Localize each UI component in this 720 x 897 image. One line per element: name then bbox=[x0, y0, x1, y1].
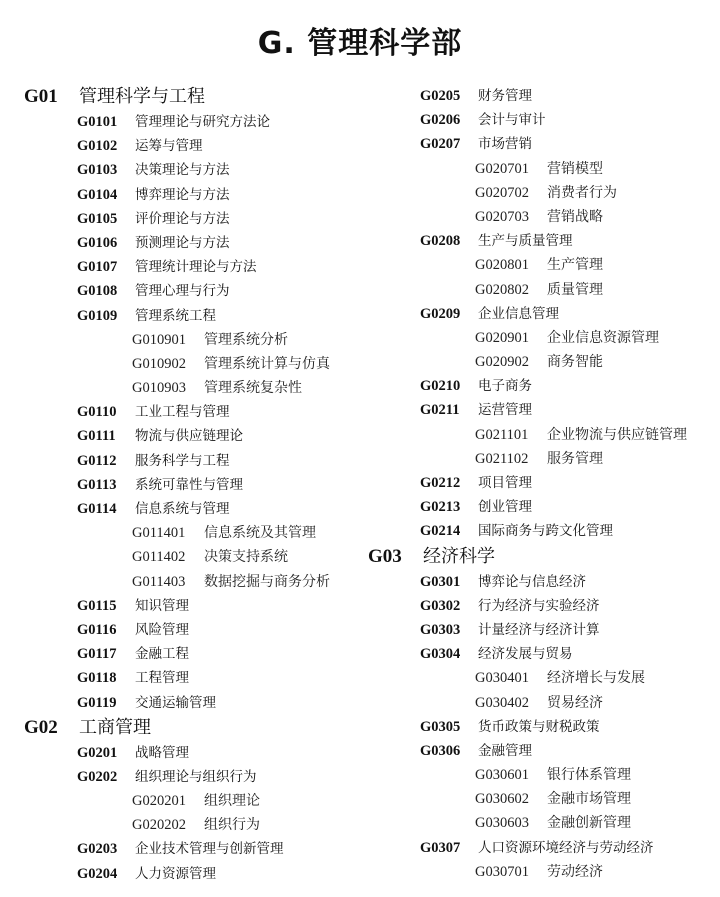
subcategory-item bbox=[368, 278, 708, 302]
category-code: G0301 bbox=[420, 573, 461, 590]
category-item bbox=[24, 255, 364, 279]
subcategory-item bbox=[24, 813, 364, 837]
subcategory-item bbox=[24, 545, 364, 569]
category-label: 组织行为 bbox=[204, 817, 260, 834]
category-label: 生产与质量管理 bbox=[478, 233, 573, 250]
category-code: G0107 bbox=[77, 259, 118, 276]
category-label: 贸易经济 bbox=[547, 694, 603, 711]
category-code: G0214 bbox=[420, 523, 461, 540]
category-code: G0305 bbox=[420, 718, 461, 735]
category-label: 市场营销 bbox=[478, 136, 532, 153]
category-code: G0119 bbox=[77, 694, 117, 711]
category-item bbox=[368, 398, 708, 422]
subcategory-item bbox=[24, 789, 364, 813]
category-code: G03 bbox=[368, 545, 402, 567]
category-code: G0117 bbox=[77, 646, 117, 663]
page-title: G. 管理科学部 bbox=[257, 26, 463, 61]
category-code: G020702 bbox=[475, 184, 529, 201]
category-code: G030701 bbox=[475, 863, 529, 880]
category-label: 运营管理 bbox=[478, 402, 532, 419]
division-heading bbox=[24, 715, 364, 741]
category-item bbox=[24, 183, 364, 207]
category-label: 创业管理 bbox=[478, 499, 532, 516]
category-label: 经济发展与贸易 bbox=[478, 646, 573, 663]
category-label: 战略管理 bbox=[135, 744, 189, 761]
category-label: 工程管理 bbox=[135, 670, 189, 687]
category-code: G020201 bbox=[132, 793, 186, 810]
category-label: 信息系统与管理 bbox=[135, 501, 230, 517]
category-label: 管理科学与工程 bbox=[79, 86, 205, 107]
category-code: G0116 bbox=[77, 621, 117, 638]
category-item bbox=[368, 519, 708, 543]
category-code: G0106 bbox=[77, 234, 118, 251]
category-code: G0210 bbox=[420, 378, 461, 395]
category-label: 数据挖掘与商务分析 bbox=[204, 573, 330, 590]
category-code: G020901 bbox=[475, 329, 529, 346]
category-code: G0212 bbox=[420, 475, 461, 491]
category-item bbox=[24, 862, 364, 886]
subcategory-item bbox=[24, 328, 364, 352]
category-code: G0207 bbox=[420, 136, 461, 153]
category-code: G0104 bbox=[77, 186, 118, 203]
category-label: 管理系统工程 bbox=[135, 307, 216, 324]
category-item bbox=[24, 304, 364, 328]
category-label: 企业信息管理 bbox=[478, 305, 559, 322]
category-code: G010903 bbox=[132, 380, 186, 397]
category-code: G030602 bbox=[475, 791, 529, 808]
subcategory-item bbox=[368, 811, 708, 835]
category-code: G0304 bbox=[420, 646, 461, 663]
left-column bbox=[24, 84, 364, 886]
category-code: G0115 bbox=[77, 597, 117, 614]
category-code: G010901 bbox=[132, 331, 186, 348]
category-label: 管理统计理论与方法 bbox=[135, 259, 257, 276]
category-code: G030401 bbox=[475, 670, 529, 687]
subcategory-item bbox=[368, 447, 708, 471]
category-label: 金融创新管理 bbox=[547, 815, 631, 832]
category-label: 企业信息资源管理 bbox=[547, 329, 659, 346]
category-item bbox=[368, 642, 708, 666]
category-label: 银行体系管理 bbox=[547, 767, 631, 784]
category-label: 经济科学 bbox=[423, 545, 495, 567]
category-item bbox=[24, 279, 364, 303]
category-item bbox=[368, 739, 708, 763]
division-heading bbox=[24, 84, 364, 110]
category-label: 营销战略 bbox=[547, 208, 603, 225]
category-item bbox=[24, 594, 364, 618]
subcategory-item bbox=[368, 763, 708, 787]
category-item bbox=[24, 207, 364, 231]
category-code: G0201 bbox=[77, 744, 118, 761]
subcategory-item bbox=[24, 352, 364, 376]
category-label: 决策理论与方法 bbox=[135, 162, 230, 179]
category-item bbox=[24, 231, 364, 255]
category-code: G0205 bbox=[420, 88, 461, 104]
category-label: 工商管理 bbox=[79, 716, 151, 738]
subcategory-item bbox=[368, 326, 708, 350]
category-item bbox=[24, 110, 364, 134]
category-item bbox=[24, 741, 364, 765]
category-item bbox=[368, 715, 708, 739]
category-label: 行为经济与实验经济 bbox=[478, 597, 600, 614]
category-item bbox=[24, 691, 364, 715]
category-code: G030402 bbox=[475, 694, 529, 711]
category-label: 博弈论与信息经济 bbox=[478, 573, 586, 590]
category-code: G020902 bbox=[475, 354, 529, 371]
category-item bbox=[368, 108, 708, 132]
category-code: G01 bbox=[24, 86, 58, 107]
category-code: G0110 bbox=[77, 404, 117, 421]
category-label: 计量经济与经济计算 bbox=[478, 621, 600, 638]
category-code: G020701 bbox=[475, 160, 529, 177]
category-code: G0204 bbox=[77, 865, 118, 882]
category-label: 管理心理与行为 bbox=[135, 283, 230, 300]
category-label: 财务管理 bbox=[478, 88, 532, 104]
category-code: G0103 bbox=[77, 162, 118, 179]
category-label: 管理系统计算与仿真 bbox=[204, 355, 330, 372]
category-label: 货币政策与财税政策 bbox=[478, 718, 600, 735]
category-item bbox=[368, 302, 708, 326]
subcategory-item bbox=[368, 787, 708, 811]
category-code: G0108 bbox=[77, 283, 118, 300]
category-label: 交通运输管理 bbox=[135, 694, 216, 711]
category-label: 管理系统复杂性 bbox=[204, 380, 302, 397]
category-item bbox=[24, 158, 364, 182]
subcategory-item bbox=[368, 860, 708, 884]
category-item bbox=[368, 84, 708, 108]
category-label: 知识管理 bbox=[135, 597, 189, 614]
category-item bbox=[24, 497, 364, 521]
category-item bbox=[368, 229, 708, 253]
right-column bbox=[368, 84, 708, 884]
category-label: 工业工程与管理 bbox=[135, 404, 230, 421]
category-code: G0109 bbox=[77, 307, 118, 324]
category-item bbox=[368, 570, 708, 594]
category-label: 项目管理 bbox=[478, 475, 532, 491]
category-code: G011401 bbox=[132, 525, 186, 542]
category-item bbox=[24, 642, 364, 666]
category-label: 国际商务与跨文化管理 bbox=[478, 523, 613, 540]
category-code: G020801 bbox=[475, 257, 529, 274]
category-item bbox=[24, 424, 364, 448]
category-item bbox=[368, 594, 708, 618]
category-item bbox=[368, 836, 708, 860]
category-label: 运筹与管理 bbox=[135, 138, 203, 155]
division-heading bbox=[368, 544, 708, 570]
category-code: G0102 bbox=[77, 138, 118, 155]
category-label: 金融管理 bbox=[478, 742, 532, 759]
subcategory-item bbox=[24, 570, 364, 594]
category-code: G0303 bbox=[420, 621, 461, 638]
category-label: 企业技术管理与创新管理 bbox=[135, 841, 284, 858]
category-item bbox=[24, 765, 364, 789]
category-item bbox=[24, 618, 364, 642]
category-label: 决策支持系统 bbox=[204, 549, 288, 566]
category-code: G020202 bbox=[132, 817, 186, 834]
category-code: G02 bbox=[24, 716, 58, 738]
category-label: 电子商务 bbox=[478, 378, 532, 395]
category-item bbox=[24, 473, 364, 497]
category-label: 组织理论与组织行为 bbox=[135, 768, 257, 785]
category-code: G0306 bbox=[420, 742, 461, 759]
category-code: G020802 bbox=[475, 281, 529, 298]
category-label: 人口资源环境经济与劳动经济 bbox=[478, 839, 654, 856]
category-label: 系统可靠性与管理 bbox=[135, 476, 243, 493]
category-item bbox=[368, 374, 708, 398]
subcategory-item bbox=[368, 205, 708, 229]
category-label: 会计与审计 bbox=[478, 112, 546, 129]
category-label: 博弈理论与方法 bbox=[135, 186, 230, 203]
category-item bbox=[24, 400, 364, 424]
category-label: 金融市场管理 bbox=[547, 791, 631, 808]
category-item bbox=[24, 666, 364, 690]
category-label: 企业物流与供应链管理 bbox=[547, 426, 687, 443]
category-code: G011403 bbox=[132, 573, 186, 590]
category-code: G0208 bbox=[420, 233, 461, 250]
category-label: 风险管理 bbox=[135, 621, 189, 638]
subcategory-item bbox=[24, 521, 364, 545]
category-label: 信息系统及其管理 bbox=[204, 525, 316, 542]
category-code: G0213 bbox=[420, 499, 461, 516]
subcategory-item bbox=[368, 691, 708, 715]
category-code: G0111 bbox=[77, 428, 116, 445]
category-code: G020703 bbox=[475, 208, 529, 225]
category-code: G0112 bbox=[77, 452, 117, 469]
category-label: 服务管理 bbox=[547, 450, 603, 467]
category-label: 人力资源管理 bbox=[135, 865, 216, 882]
category-item bbox=[368, 132, 708, 156]
category-code: G0307 bbox=[420, 839, 461, 856]
category-label: 劳动经济 bbox=[547, 863, 603, 880]
category-label: 组织理论 bbox=[204, 793, 260, 810]
category-label: 预测理论与方法 bbox=[135, 234, 230, 251]
subcategory-item bbox=[368, 666, 708, 690]
category-code: G021101 bbox=[475, 426, 529, 443]
category-label: 评价理论与方法 bbox=[135, 210, 230, 227]
category-label: 生产管理 bbox=[547, 257, 603, 274]
category-item bbox=[24, 134, 364, 158]
category-item bbox=[24, 449, 364, 473]
category-item bbox=[24, 837, 364, 861]
category-code: G0302 bbox=[420, 597, 461, 614]
category-code: G021102 bbox=[475, 450, 529, 467]
category-code: G0101 bbox=[77, 114, 118, 130]
subcategory-item bbox=[368, 253, 708, 277]
category-code: G030601 bbox=[475, 767, 529, 784]
category-code: G030603 bbox=[475, 815, 529, 832]
category-label: 管理理论与研究方法论 bbox=[135, 114, 270, 130]
category-code: G0203 bbox=[77, 841, 118, 858]
category-label: 商务智能 bbox=[547, 354, 603, 371]
category-item bbox=[368, 495, 708, 519]
category-label: 消费者行为 bbox=[547, 184, 617, 201]
category-label: 金融工程 bbox=[135, 646, 189, 663]
category-item bbox=[368, 471, 708, 495]
category-code: G011402 bbox=[132, 549, 186, 566]
category-code: G010902 bbox=[132, 355, 186, 372]
category-label: 服务科学与工程 bbox=[135, 452, 230, 469]
subcategory-item bbox=[368, 157, 708, 181]
category-code: G0202 bbox=[77, 768, 118, 785]
category-code: G0105 bbox=[77, 210, 118, 227]
category-code: G0206 bbox=[420, 112, 461, 129]
category-code: G0114 bbox=[77, 501, 117, 517]
subcategory-item bbox=[368, 423, 708, 447]
category-code: G0113 bbox=[77, 476, 117, 493]
category-label: 营销模型 bbox=[547, 160, 603, 177]
category-code: G0118 bbox=[77, 670, 117, 687]
subcategory-item bbox=[368, 181, 708, 205]
category-code: G0211 bbox=[420, 402, 460, 419]
subcategory-item bbox=[368, 350, 708, 374]
category-label: 质量管理 bbox=[547, 281, 603, 298]
category-code: G0209 bbox=[420, 305, 461, 322]
category-label: 经济增长与发展 bbox=[547, 670, 645, 687]
category-label: 物流与供应链理论 bbox=[135, 428, 243, 445]
category-item bbox=[368, 618, 708, 642]
subcategory-item bbox=[24, 376, 364, 400]
category-label: 管理系统分析 bbox=[204, 331, 288, 348]
